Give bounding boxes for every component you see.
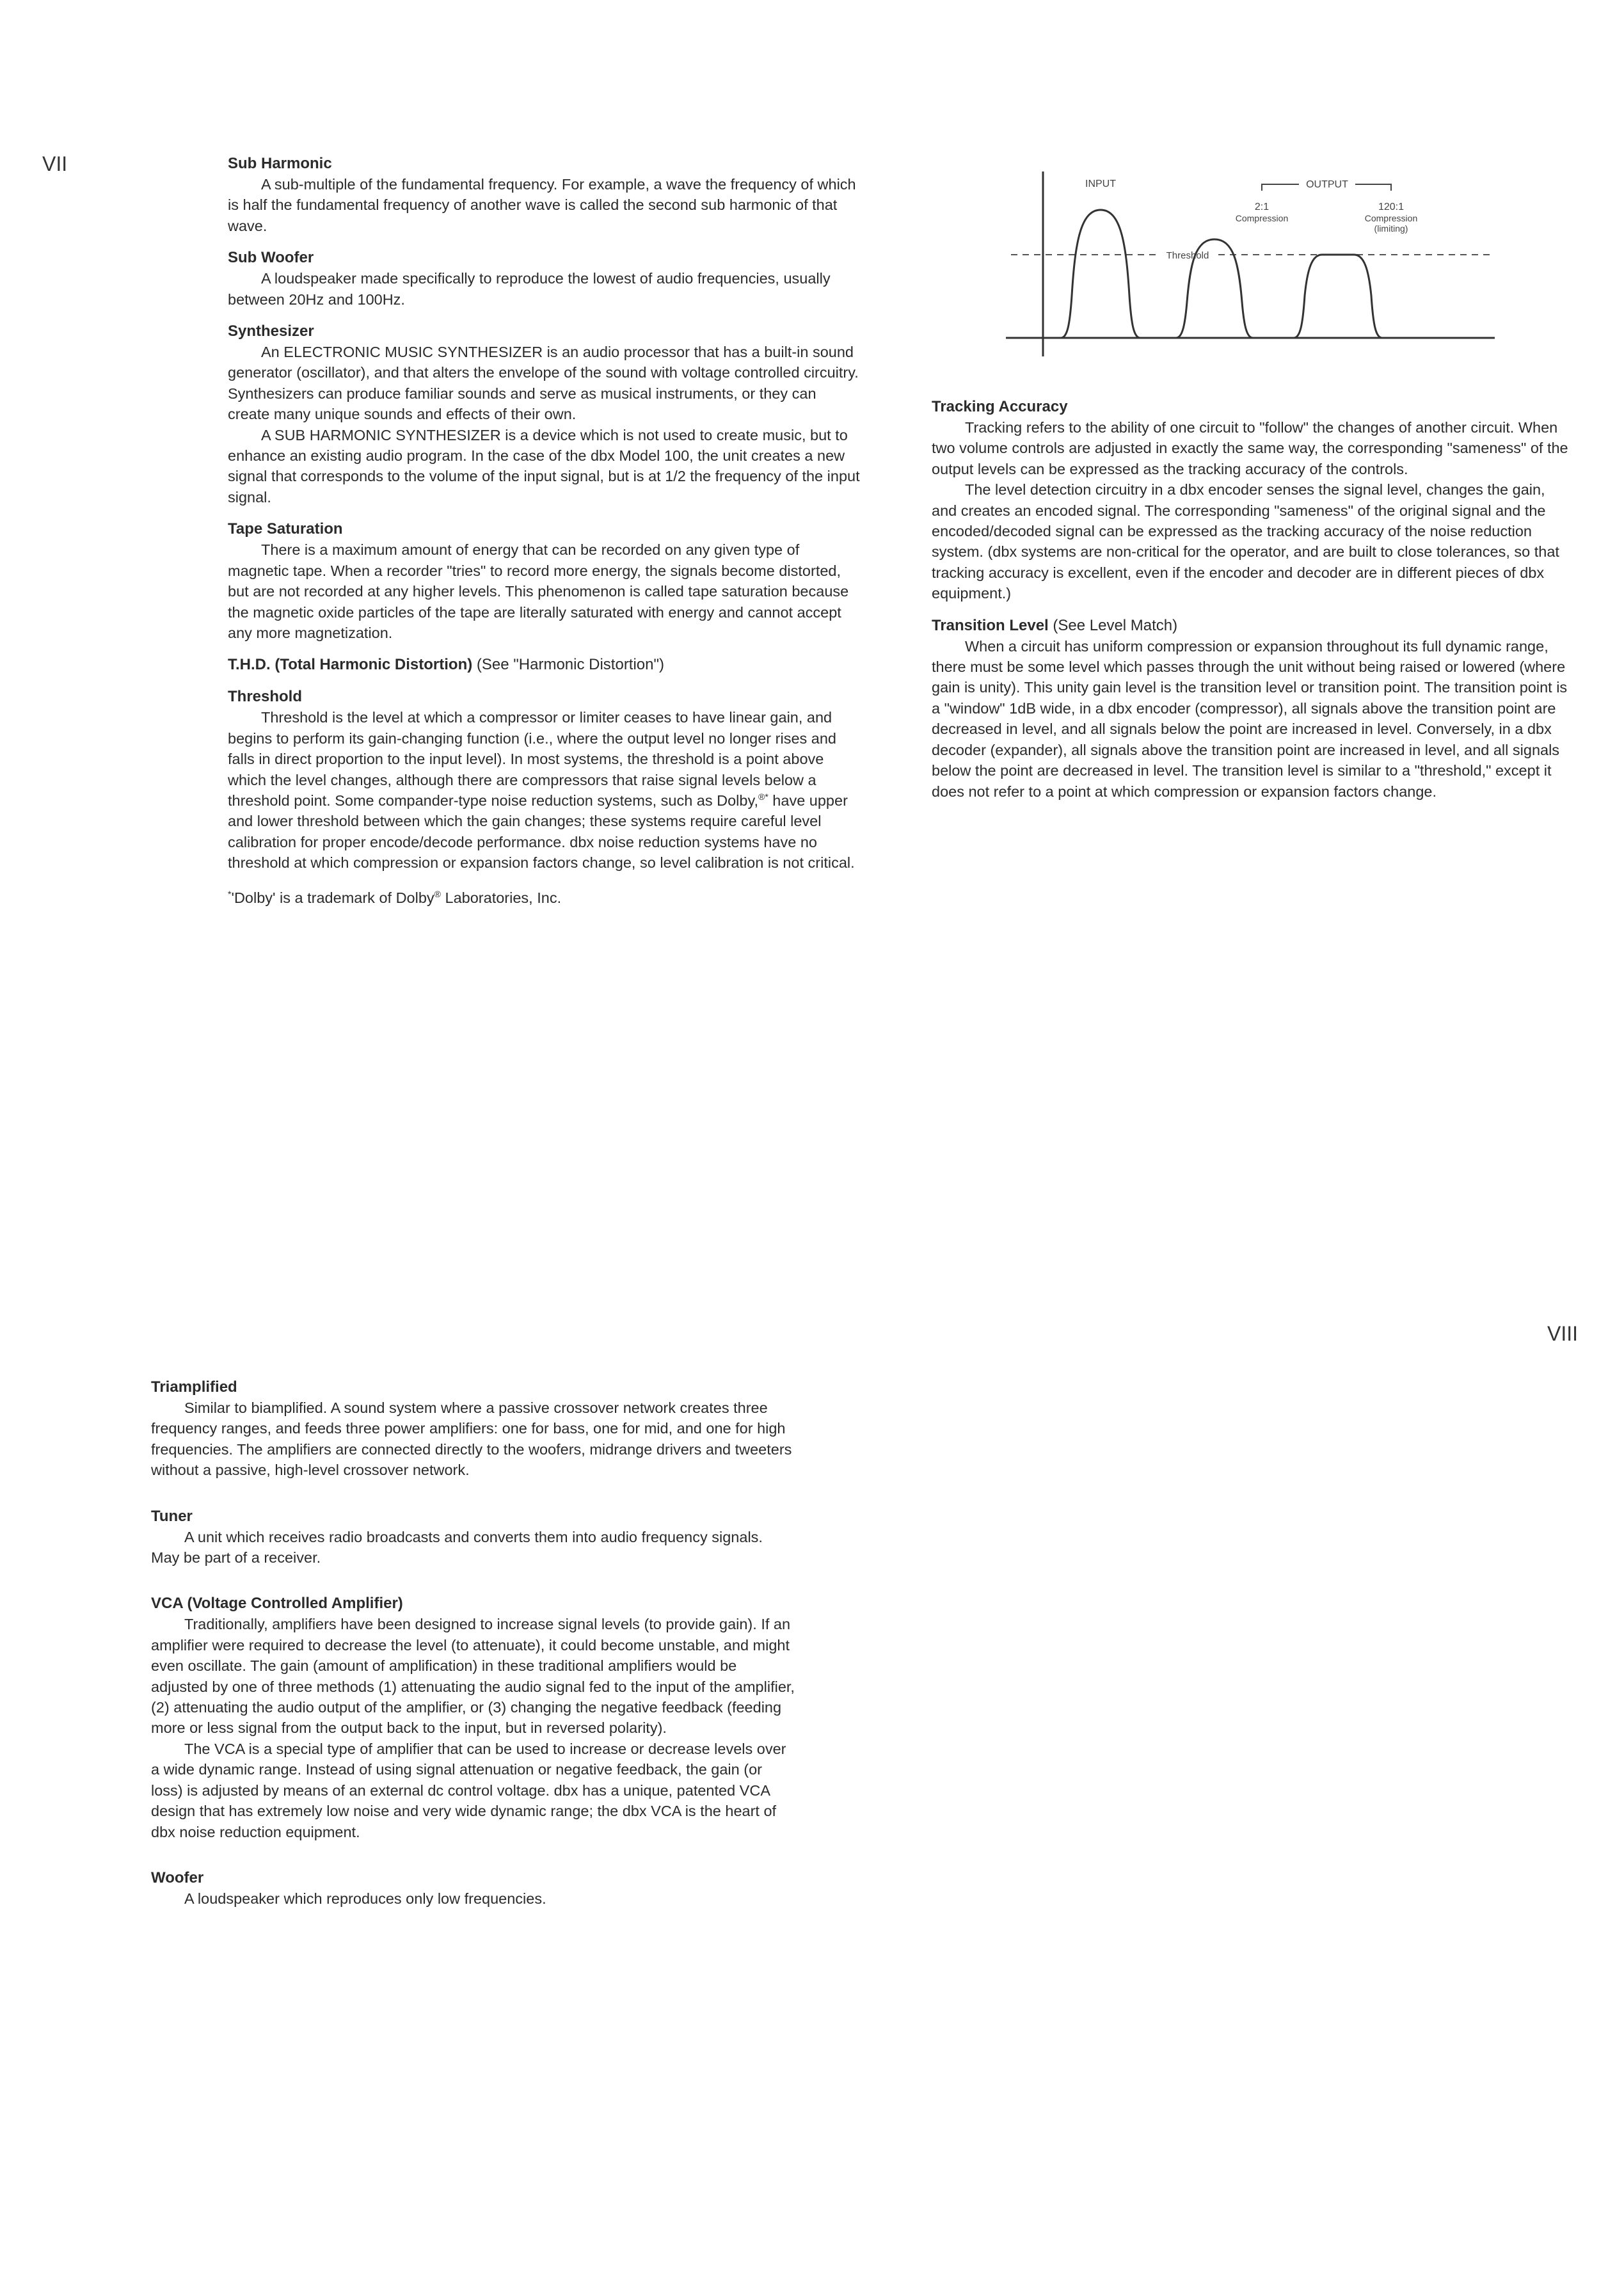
threshold-text-a: Threshold is the level at which a compressor or limiter ceases to have linear gain, and begins to perform its gain-changing function (i.e., where the output level no longer rises and falls in direct proportion to the input level). In most systems, the threshold is a point above which the level changes, although there are compressors that raise signal levels below a threshold point. Some compander-type noise reduction systems, such as Dolby,: [228, 709, 837, 809]
output-label: OUTPUT: [1306, 179, 1348, 190]
left-column: [228, 154, 861, 908]
footnote-dolby: [228, 888, 861, 908]
term-triamplified: Triamplified: [151, 1378, 237, 1396]
term-sub-woofer: Sub Woofer: [228, 249, 314, 267]
term-sub-harmonic: Sub Harmonic: [228, 155, 332, 172]
definition-sub-harmonic: A sub-multiple of the fundamental frequency. For example, a wave the frequency of which is half the fundamental frequency of another wave is called the second sub harmonic of that wave.: [228, 176, 856, 234]
definition-threshold: [228, 707, 861, 873]
definition-tape-saturation: There is a maximum amount of energy that can be recorded on any given type of magnetic tape. When a recorder "tries" to record more energy, the signals become distorted, but are not recorded at any higher levels. This phenomenon is called tape saturation because the magnetic oxide particles of the tape are literally saturated with energy and cannot accept any more magnetization.: [228, 541, 849, 641]
definition-tuner: A unit which receives radio broadcasts and converts them into audio frequency signals. May be part of a receiver.: [151, 1528, 763, 1567]
term-transition-level-title: Transition Level: [932, 616, 1049, 634]
footnote-text-b: Laboratories, Inc.: [441, 889, 562, 906]
definition-woofer: A loudspeaker which reproduces only low frequencies.: [184, 1890, 546, 1907]
definition-transition-level: When a circuit has uniform compression or expansion throughout its full dynamic range, there must be some level which passes through the unit without being raised or lowered (where gain is unity). This unity gain level is the transition level or transition point. The transition point is a "window" 1dB wide, in a dbx encoder (compressor), all signals above the transition point are decreased in level, and all signals below the point are increased in level. Conversely, in a dbx decoder (expander), all signals above the transition point are increased in level, and all signals below the point are decreased in level. The transition level is similar to a "threshold," except it does not refer to a point at which compression or expansion factors change.: [932, 637, 1568, 800]
term-transition-level: [932, 616, 1573, 636]
term-tuner: Tuner: [151, 1507, 193, 1525]
threshold-label: Threshold: [1166, 250, 1209, 261]
term-vca: VCA (Voltage Controlled Amplifier): [151, 1595, 403, 1613]
definition-synthesizer-p2: A SUB HARMONIC SYNTHESIZER is a device which is not used to create music, but to enhance an existing audio program. In the case of the dbx Model 100, the unit creates a new signal that corresponds to the volume of the input signal, but is at 1/2 the frequency of the input signal.: [228, 426, 860, 506]
term-synthesizer: Synthesizer: [228, 323, 314, 340]
ratio-2-1: 2:1: [1254, 202, 1270, 212]
page-number-vii: VII: [42, 152, 68, 175]
term-thd: [228, 655, 861, 675]
definition-sub-woofer: A loudspeaker made specifically to reproduce the lowest of audio frequencies, usually between 20Hz and 100Hz.: [228, 270, 831, 308]
threshold-dolby-mark: ®*: [758, 792, 768, 802]
term-tape-saturation: Tape Saturation: [228, 520, 343, 538]
page-number-viii: VIII: [1547, 1322, 1579, 1345]
definition-triamplified: Similar to biamplified. A sound system where a passive crossover network creates three frequency ranges, and feeds three power amplifiers: one for bass, one for mid, and one for high frequencies. The amplifiers are connected directly to the woofers, midrange drivers and tweeters without a passive, high-level crossover network.: [151, 1399, 792, 1479]
term-tracking-accuracy: Tracking Accuracy: [932, 398, 1068, 415]
ratio-120-1-caption: Compression: [1364, 213, 1418, 223]
term-thd-title: T.H.D. (Total Harmonic Distortion): [228, 656, 473, 674]
definition-vca-p2: The VCA is a special type of amplifier that can be used to increase or decrease levels over a wide dynamic range. Instead of using signal attenuation or negative feedback, the gain (or loss) is adjusted by means of an external dc control voltage. dbx has a unique, patented VCA design that has extremely low noise and very wide dynamic range; the dbx VCA is the heart of dbx noise reduction equipment.: [151, 1740, 786, 1840]
input-pulse: [1061, 210, 1140, 338]
definition-tracking-accuracy-p1: Tracking refers to the ability of one circuit to "follow" the changes of another circuit. When two volume controls are adjusted in exactly the same way, the corresponding "sameness" of the output levels can be expressed as the tracking accuracy of the controls.: [932, 419, 1568, 477]
ratio-120-1-caption-limiting: (limiting): [1374, 223, 1408, 234]
output-pulse-120-1: [1294, 255, 1382, 338]
term-woofer: Woofer: [151, 1869, 204, 1886]
footnote-text-a: 'Dolby' is a trademark of Dolby: [231, 889, 434, 906]
threshold-text-b: have upper and lower threshold between which the gain changes; these systems require careful level calibration for proper encode/decode performance. dbx noise reduction systems have no threshold at which compression or expansion factors change, so level calibration is not critical.: [228, 792, 855, 872]
footnote-mark: *: [228, 888, 232, 899]
ratio-120-1: 120:1: [1378, 202, 1405, 212]
definition-tracking-accuracy-p2: The level detection circuitry in a dbx encoder senses the signal level, changes the gain, and creates an encoded signal. The corresponding "sameness" of the original signal and the encoded/decoded signal can be expressed as the tracking accuracy of the noise reduction system. (dbx systems are non-critical for the operator, and are built to close tolerances, so that tracking accuracy is excellent, even if the encoder and decoder are in different pieces of dbx equipment.): [932, 481, 1559, 602]
definition-synthesizer-p1: An ELECTRONIC MUSIC SYNTHESIZER is an audio processor that has a built-in sound generator (oscillator), and that alters the envelope of the sound with voltage controlled circuitry. Synthesizers can produce familiar sounds and serve as musical instruments, or they can create many unique sounds and effects of their own.: [228, 344, 859, 423]
definition-vca-p1: Traditionally, amplifiers have been designed to increase signal levels (to provide gain). If an amplifier were required to decrease the level (to attenuate), it could become unstable, and might even oscillate. The gain (amount of amplification) in these traditional amplifiers would be adjusted by one of three methods (1) attenuating the audio signal fed to the input of the amplifier, (2) attenuating the audio output of the amplifier, or (3) changing the negative feedback (feeding more or less signal from the output back to the input, but in reversed polarity).: [151, 1616, 795, 1737]
lower-column: [151, 1377, 795, 1909]
footnote-registered-mark: ®: [434, 888, 441, 899]
term-thd-see: (See "Harmonic Distortion"): [476, 656, 665, 674]
ratio-2-1-caption: Compression: [1235, 213, 1289, 223]
term-threshold: Threshold: [228, 688, 303, 706]
threshold-compression-diagram: [1005, 168, 1497, 360]
term-transition-level-see: (See Level Match): [1053, 616, 1178, 634]
input-label: INPUT: [1085, 179, 1116, 189]
right-column: [932, 397, 1573, 802]
